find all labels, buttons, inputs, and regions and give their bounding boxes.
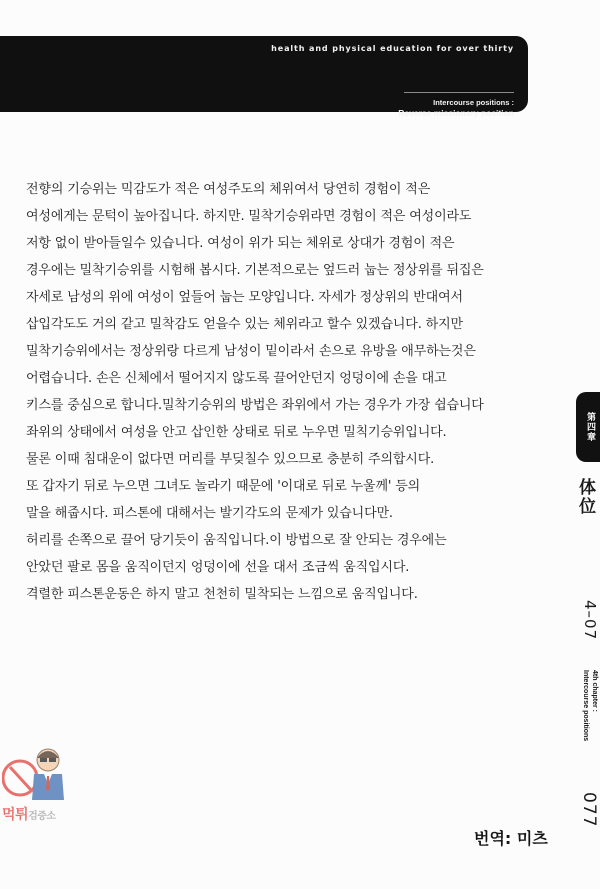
body-line: 어렵습니다. 손은 신체에서 떨어지지 않도록 끌어안던지 엉덩이에 손을 대고	[26, 371, 447, 386]
chapter-subtitle-line1: 4th chapter :	[591, 670, 598, 713]
page-number: 077	[579, 792, 599, 828]
mascot-icon	[2, 738, 82, 808]
body-line: 물론 이때 침대운이 없다면 머리를 부딪칠수 있으므로 충분히 주의합시다.	[26, 452, 435, 467]
body-line: 허리를 손쪽으로 끌어 당기듯이 움직입니다.이 방법으로 잘 안되는 경우에는	[26, 533, 447, 548]
body-line: 여성에게는 문턱이 높아집니다. 하지만. 밀착기승위라면 경험이 적은 여성이라도	[26, 209, 472, 224]
watermark	[2, 738, 118, 830]
body-line: 밀착기승위에서는 정상위랑 다르게 남성이 밑이라서 손으로 유방을 애무하는것은	[26, 344, 476, 359]
chapter-title-vertical: 体位	[575, 478, 595, 516]
header-band	[0, 36, 528, 118]
body-line: 경우에는 밀착기승위를 시험해 봅시다. 기본적으로는 엎드러 눕는 정상위를 뒤집은	[26, 263, 484, 278]
body-line: 저항 없이 받아들일수 있습니다. 여성이 위가 되는 체위로 상대가 경험이 적은	[26, 236, 455, 251]
header-topic-line1: Intercourse positions :	[433, 98, 514, 107]
body-text	[26, 176, 556, 608]
body-line: 자세로 남성의 위에 여성이 엎들어 눕는 모양입니다. 자세가 정상위의 반대여서	[26, 290, 463, 305]
body-line: 말을 해줍시다. 피스톤에 대해서는 발기각도의 문제가 있습니다만.	[26, 506, 393, 521]
body-line: 전향의 기승위는 믹감도가 적은 여성주도의 체위여서 당연히 경험이 적은	[26, 182, 431, 197]
section-number: 4–07	[581, 600, 599, 641]
chapter-tab	[576, 392, 600, 462]
watermark-brand: 먹튀	[2, 807, 29, 823]
translator-credit: 번역: 미츠	[474, 829, 548, 848]
watermark-text	[2, 804, 56, 824]
chapter-subtitle	[581, 670, 599, 741]
body-line: 삽입각도도 거의 같고 밀착감도 얻을수 있는 체위라고 할수 있겠습니다. 하지만	[26, 317, 463, 332]
chapter-subtitle-line2: Intercourse positions	[582, 670, 589, 742]
header-topic	[398, 98, 514, 118]
header-divider	[404, 92, 514, 93]
body-line: 안았던 팔로 몸을 움직이던지 엉덩이에 선을 대서 조금씩 움직입시다.	[26, 560, 410, 575]
body-line: 좌위의 상태에서 여성을 안고 삽인한 상태로 뒤로 누우면 밀칙기승위입니다.	[26, 425, 447, 440]
body-line: 또 갑자기 뒤로 누으면 그녀도 놀라기 때문에 '이대로 뒤로 누울께' 등의	[26, 479, 421, 494]
header-tagline: health and physical education for over thirty	[271, 44, 514, 53]
chapter-tab-label: 第四章	[585, 412, 595, 442]
body-line: 키스를 중심으로 합니다.밀착기승위의 방법은 좌위에서 가는 경우가 가장 쉽습니다	[26, 398, 484, 413]
watermark-suffix: 검증소	[28, 811, 56, 822]
body-line: 격렬한 피스톤운동은 하지 말고 천천히 밀착되는 느낌으로 움직입니다.	[26, 587, 418, 602]
header-topic-line2: Reverse missionary position	[398, 108, 514, 118]
